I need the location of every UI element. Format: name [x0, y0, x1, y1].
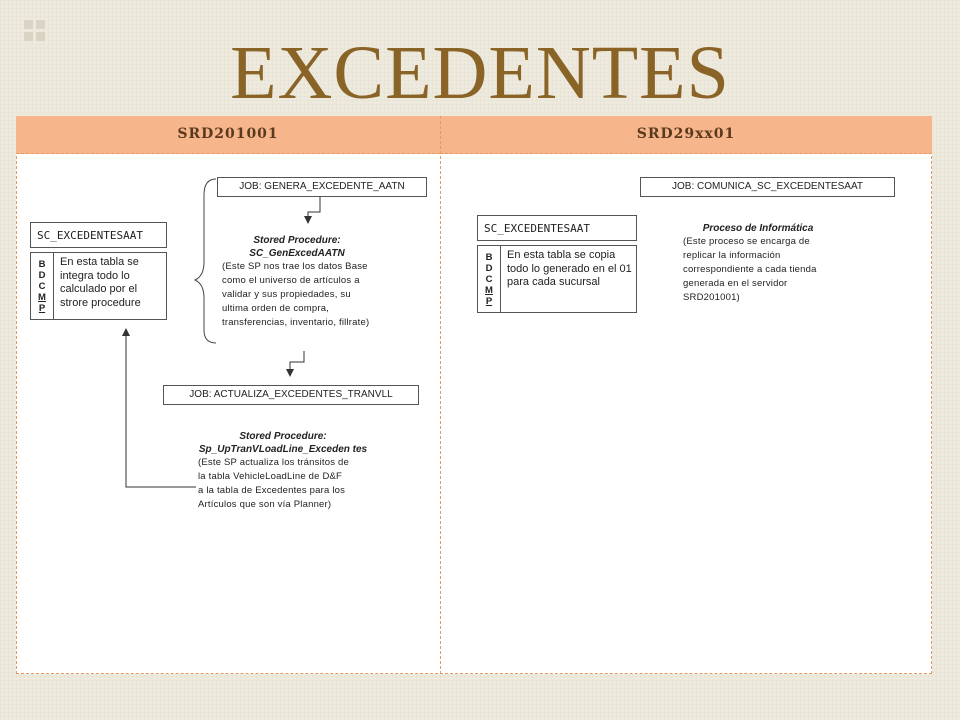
column-header-srd29xx01: SRD29xx01 [440, 116, 932, 154]
sp2-title: Stored Procedure: Sp_UpTranVLoadLine_Exceden tes [198, 431, 368, 455]
job-genera-excedente-box: JOB: GENERA_EXCEDENTE_AATN [217, 177, 427, 197]
table-description-right: En esta tabla se copia todo lo generado en el 01 para cada sucursal [507, 249, 632, 288]
arrow-sp2-to-table [126, 330, 196, 487]
stored-procedure-1 [222, 234, 372, 330]
table-description-left: En esta tabla se integra todo lo calculado por el strore procedure [60, 256, 141, 309]
table-name-left: SC_EXCEDENTESAAT [30, 222, 167, 248]
table-body-left [30, 252, 167, 320]
proceso-title: Proceso de Informática [702, 223, 814, 234]
arrow-sp1-to-job-actualiza [290, 351, 304, 375]
sp2-description: (Este SP actualiza los tránsitos de la tabla VehicleLoadLine de D&F a la tabla de Excedentes para los Artículos que son vía Planner) [198, 457, 349, 510]
table-name-right: SC_EXCEDENTESAAT [477, 215, 637, 241]
brace-connector [195, 179, 216, 343]
stored-procedure-2 [198, 430, 368, 512]
table-body-right [477, 245, 637, 313]
arrow-job-to-sp1 [308, 196, 320, 222]
sp1-description: (Este SP nos trae los datos Base como el universo de artículos a validar y sus propiedades, su ultima orden de compra, transferencias, inventario, fillrate) [222, 261, 370, 328]
job-actualiza-excedentes-box: JOB: ACTUALIZA_EXCEDENTES_TRANVLL [163, 385, 419, 405]
column-header-srd201001: SRD201001 [16, 116, 440, 154]
job-comunica-box: JOB: COMUNICA_SC_EXCEDENTESAAT [640, 177, 895, 197]
sp1-title: Stored Procedure: SC_GenExcedAATN [249, 235, 345, 259]
proceso-informatica [683, 222, 833, 305]
proceso-description: (Este proceso se encarga de replicar la información correspondiente a cada tienda generada en el servidor SRD201001) [683, 236, 817, 303]
db-label-left: B D C M P [31, 253, 54, 319]
slide-title: EXCEDENTES [230, 31, 730, 115]
db-label-right: B D C M P [478, 246, 501, 312]
